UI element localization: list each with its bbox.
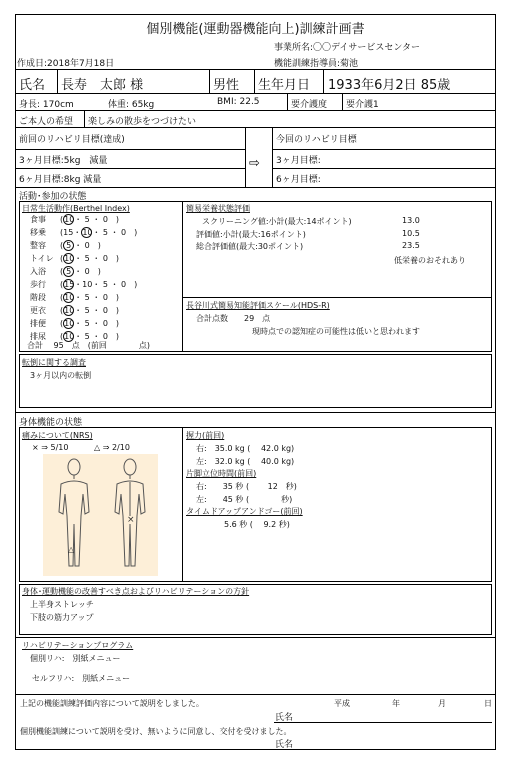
grip-left: 左: 32.0 kg ( 40.0 kg) [196,457,295,466]
adl-row-open: ( [60,241,64,250]
adl-row-selected-score: 10 [64,306,75,315]
adl-row [30,214,119,225]
adl-row-selected-score: 10 [64,332,75,341]
nutrition-row-1-value: 13.0 [402,216,420,225]
consent-day: 日 [484,699,492,708]
adl-row-label: トイレ [30,254,54,263]
adl-row-options: ・ 5 ・ 0 ) [74,254,120,263]
adl-row-open: ( [60,254,64,263]
grip-right: 右: 35.0 kg ( 42.0 kg) [196,444,295,453]
wish-label: ご本人の希望 [19,117,74,127]
adl-row-label: 更衣 [30,306,46,315]
policy-line-2: 下肢の筋力アップ [30,613,94,622]
adl-row [30,305,119,316]
care-level: 要介護1 [346,100,379,110]
signature-label-2: 氏名 [275,740,294,750]
pain-x-score: × ⇒ 5/10 [32,443,69,452]
adl-row-selected-score: 10 [64,215,75,224]
hds-note: 現時点での認知症の可能性は低いと思われます [252,327,420,336]
adl-row-label: 入浴 [30,267,46,276]
adl-row-options: ・ 0 ) [74,241,101,250]
policy-line-1: 上半身ストレッチ [30,600,94,609]
nutrition-title: 簡易栄養状態評価 [186,204,250,213]
adl-row [30,227,137,238]
adl-row-options: ・ 5 ・ 0 ) [74,293,120,302]
adl-row-selected-score: 10 [82,228,93,237]
adl-row-options: ・ 5 ・ 0 ) [74,319,120,328]
fall-box [19,354,492,408]
consent-line-2: 個別機能訓練について説明を受け、無いように同意し、交付を受けました。 [20,727,292,736]
hds-title: 長谷川式簡易知能評価スケール(HDS-R) [186,301,330,310]
adl-row-selected-score: 10 [64,293,75,302]
activity-section-label: 活動･参加の状態 [19,192,87,202]
adl-row-selected-score: 5 [63,266,74,277]
nutrition-note: 低栄養のおそれあり [394,256,466,265]
adl-row-options: ・ 0 ) [74,267,101,276]
program-self: セルフリハ: 別紙メニュー [32,674,131,683]
nutrition-row-2-label: 評価値:小計(最大:16ポイント) [196,230,306,239]
adl-row-label: 整容 [30,241,46,250]
consent-year: 年 [392,699,400,708]
adl-row-options: ・ 5 ・ 0 ) [92,228,138,237]
facility-name: 〇〇デイサービスセンター [313,43,421,53]
dob-label: 生年月日 [258,78,311,93]
dob-age: 1933年6月2日 85歳 [328,78,451,93]
pain-x-mark: × [127,515,135,525]
patient-sex: 男性 [213,78,240,93]
adl-row-options: ・ 5 ・ 0 ) [74,332,120,341]
body-figure-bg [43,454,158,576]
nutrition-row-3-value: 23.5 [402,241,420,250]
instructor-label: 機能訓練指導員: [274,59,341,69]
adl-row-open: ( [60,319,64,328]
prev-goal-label: 前回のリハビリ目標(達成) [19,135,125,145]
adl-row-open: ( [60,280,64,289]
adl-row-open: ( [60,267,64,276]
adl-row [30,292,119,303]
hds-score: 合計点数 29 点 [196,314,271,323]
nutrition-row-3-label: 総合評価値(最大:30ポイント) [196,242,304,251]
adl-row-label: 食事 [30,215,46,224]
grip-title: 握力(前回) [186,431,225,440]
care-level-label: 要介護度 [291,100,328,110]
curr-goal-3m: 3ヶ月目標: [276,156,321,166]
pain-triangle-score: △ ⇒ 2/10 [94,443,130,452]
signature-line-1[interactable] [274,722,492,723]
policy-title: 身体･運動機能の改善すべき点およびリハビリテーションの方針 [22,587,250,596]
signature-line-2[interactable] [274,749,492,750]
adl-row-open: ( [60,215,64,224]
goal-arrow-icon: ⇨ [249,156,260,171]
adl-total: 合計 95 点 (前回 点) [27,341,150,350]
nutrition-row-2-value: 10.5 [402,229,420,238]
program-individual: 個別リハ: 別紙メニュー [30,654,121,663]
program-title: リハビリテーションプログラム [22,641,134,650]
body-section-label: 身体機能の状態 [19,418,83,428]
prev-goal-6m: 6ヶ月目標:8kg 減量 [19,175,102,185]
consent-era: 平成 [334,699,350,708]
adl-row-label: 排尿 [30,332,46,341]
adl-row-open: ( [60,332,64,341]
facility-label: 事業所名: [274,43,314,53]
height: 身長: 170cm [19,100,74,110]
curr-goal-label: 今回のリハビリ目標 [276,135,357,145]
nutrition-row-1-label: スクリーニング値:小計(最大:14ポイント) [202,217,352,226]
adl-row [30,253,119,264]
stand-right: 右: 35 秒 ( 12 秒) [196,482,297,491]
adl-row-open: ( [60,228,64,237]
curr-goal-6m: 6ヶ月目標: [276,175,321,185]
consent-month: 月 [438,699,446,708]
created-row [17,56,114,69]
document-title: 個別機能(運動器機能向上)訓練計画書 [146,22,365,37]
adl-row [30,266,101,277]
adl-row-open: ( [60,293,64,302]
adl-row-selected-score: 5 [63,240,74,251]
adl-row-label: 階段 [30,293,46,302]
instructor-name: 菊池 [340,59,359,69]
bmi: BMI: 22.5 [217,97,260,107]
instructor-row [274,56,358,69]
consent-line-1: 上記の機能訓練評価内容について説明をしました。 [20,699,204,708]
plan-sheet [15,14,496,750]
adl-title: 日常生活動作(Berthel Index) [22,204,130,213]
adl-row-open: ( [60,306,64,315]
wish-text: 楽しみの散歩をつづけたい [88,117,197,127]
body-diagram [43,454,158,576]
adl-row-options: ・10・ 5 ・ 0 ) [74,280,138,289]
adl-row-options: ・ 5 ・ 0 ) [74,306,120,315]
signature-label-1: 氏名 [275,713,294,723]
adl-row-pre: 15・ [63,228,82,237]
prev-goal-3m: 3ヶ月目標:5kg 減量 [19,156,108,166]
adl-row-label: 移乗 [30,228,46,237]
adl-row-label: 歩行 [30,280,46,289]
weight: 体重: 65kg [108,100,155,110]
adl-row-selected-score: 10 [64,254,75,263]
adl-row-selected-score: 10 [64,319,75,328]
adl-row-selected-score: 15 [64,280,75,289]
adl-row [30,318,119,329]
facility-row [274,40,420,53]
tug-title: タイムドアップアンドゴー(前回) [186,507,303,516]
tug-value: 5.6 秒 ( 9.2 秒) [224,520,290,529]
adl-row [30,240,101,251]
stand-left: 左: 45 秒 ( 秒) [196,495,293,504]
created-label: 作成日: [17,59,48,69]
pain-title: 痛みについて(NRS) [22,431,93,440]
name-label: 氏名 [19,78,46,93]
created-date: 2018年7月18日 [47,59,115,69]
pain-triangle-mark: △ [68,545,75,554]
fall-text: 3ヶ月以内の転倒 [30,371,92,380]
stand-title: 片脚立位時間(前回) [186,469,257,478]
adl-row-options: ・ 5 ・ 0 ) [74,215,120,224]
fall-title: 転倒に関する調査 [22,358,86,367]
adl-row [30,279,137,290]
patient-name: 長寿 太郎 様 [61,78,144,93]
adl-row-label: 排便 [30,319,46,328]
